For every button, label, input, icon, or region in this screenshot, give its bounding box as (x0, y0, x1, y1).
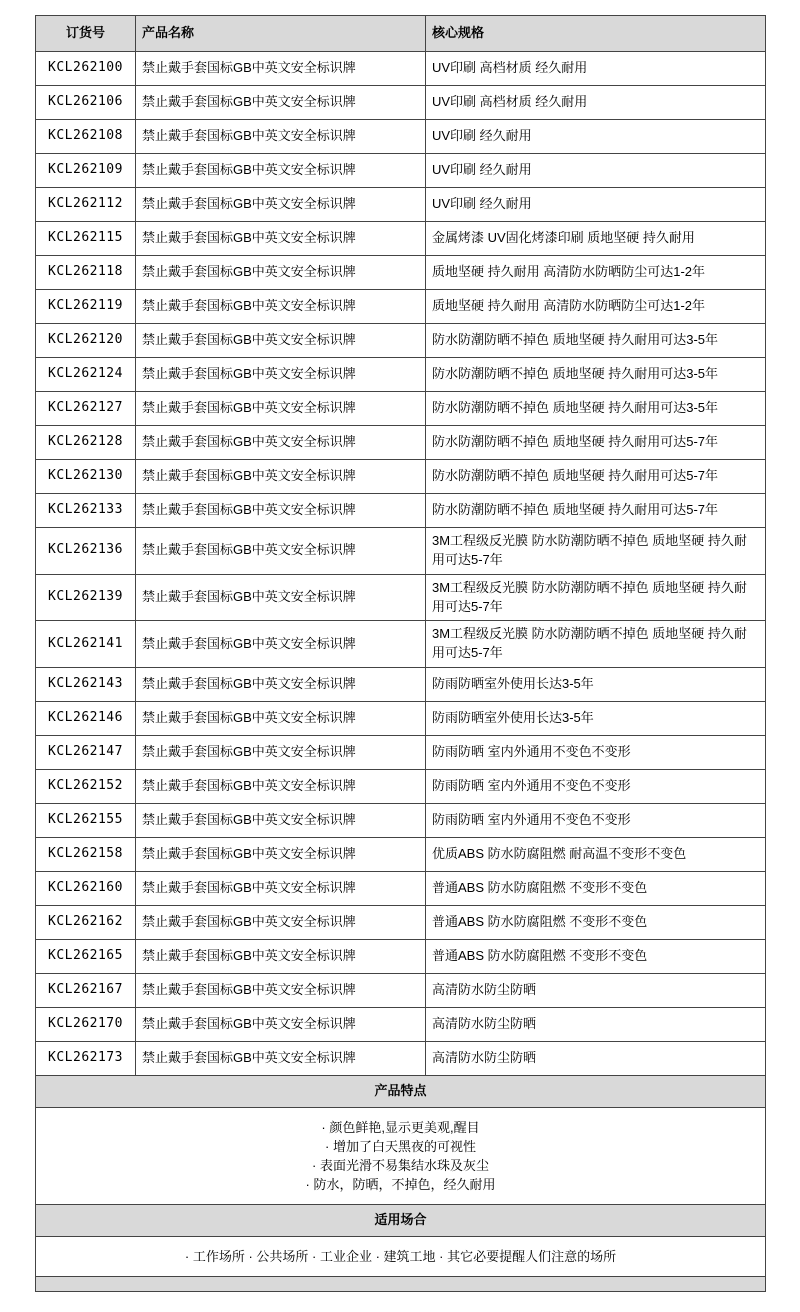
order-code-cell: KCL262109 (36, 154, 136, 188)
table-row (36, 154, 766, 188)
core-spec-cell: 防水防潮防晒不掉色 质地坚硬 持久耐用可达5-7年 (426, 426, 766, 460)
occasions-title-row (36, 1205, 766, 1237)
table-header-row (36, 16, 766, 52)
core-spec-cell: UV印刷 经久耐用 (426, 120, 766, 154)
product-table-body (36, 52, 766, 1076)
order-code-cell: KCL262152 (36, 770, 136, 804)
order-code-cell: KCL262146 (36, 702, 136, 736)
feature-line: · 增加了白天黑夜的可视性 (325, 1139, 476, 1155)
core-spec-cell: 防水防潮防晒不掉色 质地坚硬 持久耐用可达3-5年 (426, 324, 766, 358)
product-name-cell: 禁止戴手套国标GB中英文安全标识牌 (136, 574, 426, 621)
product-name-cell: 禁止戴手套国标GB中英文安全标识牌 (136, 120, 426, 154)
order-code-cell: KCL262143 (36, 668, 136, 702)
table-row (36, 52, 766, 86)
core-spec-cell: 防水防潮防晒不掉色 质地坚硬 持久耐用可达3-5年 (426, 392, 766, 426)
order-code-cell: KCL262100 (36, 52, 136, 86)
table-row (36, 256, 766, 290)
feature-line: · 颜色鲜艳,显示更美观,醒目 (321, 1120, 480, 1136)
core-spec-cell: 高清防水防尘防晒 (426, 974, 766, 1008)
product-name-cell: 禁止戴手套国标GB中英文安全标识牌 (136, 770, 426, 804)
product-name-cell: 禁止戴手套国标GB中英文安全标识牌 (136, 906, 426, 940)
occasions-body-row (36, 1237, 766, 1277)
header-core-spec: 核心规格 (426, 16, 766, 52)
table-row (36, 120, 766, 154)
occasions-section (36, 1205, 766, 1292)
product-name-cell: 禁止戴手套国标GB中英文安全标识牌 (136, 358, 426, 392)
order-code-cell: KCL262119 (36, 290, 136, 324)
order-code-cell: KCL262170 (36, 1008, 136, 1042)
core-spec-cell: UV印刷 高档材质 经久耐用 (426, 86, 766, 120)
product-name-cell: 禁止戴手套国标GB中英文安全标识牌 (136, 494, 426, 528)
features-body (36, 1108, 766, 1205)
product-name-cell: 禁止戴手套国标GB中英文安全标识牌 (136, 222, 426, 256)
core-spec-cell: 防雨防晒室外使用长达3-5年 (426, 668, 766, 702)
order-code-cell: KCL262173 (36, 1042, 136, 1076)
product-name-cell: 禁止戴手套国标GB中英文安全标识牌 (136, 256, 426, 290)
core-spec-cell: 防水防潮防晒不掉色 质地坚硬 持久耐用可达3-5年 (426, 358, 766, 392)
product-name-cell: 禁止戴手套国标GB中英文安全标识牌 (136, 1008, 426, 1042)
order-code-cell: KCL262108 (36, 120, 136, 154)
order-code-cell: KCL262130 (36, 460, 136, 494)
table-row (36, 188, 766, 222)
product-name-cell: 禁止戴手套国标GB中英文安全标识牌 (136, 668, 426, 702)
table-row (36, 290, 766, 324)
core-spec-cell: UV印刷 高档材质 经久耐用 (426, 52, 766, 86)
order-code-cell: KCL262141 (36, 621, 136, 668)
table-row (36, 86, 766, 120)
core-spec-cell: 防雨防晒 室内外通用不变色不变形 (426, 736, 766, 770)
order-code-cell: KCL262167 (36, 974, 136, 1008)
table-row (36, 804, 766, 838)
core-spec-cell: 防雨防晒 室内外通用不变色不变形 (426, 770, 766, 804)
order-code-cell: KCL262128 (36, 426, 136, 460)
features-body-row (36, 1108, 766, 1205)
order-code-cell: KCL262165 (36, 940, 136, 974)
order-code-cell: KCL262133 (36, 494, 136, 528)
table-row (36, 974, 766, 1008)
core-spec-cell: 质地坚硬 持久耐用 高清防水防晒防尘可达1-2年 (426, 290, 766, 324)
product-name-cell: 禁止戴手套国标GB中英文安全标识牌 (136, 804, 426, 838)
product-name-cell: 禁止戴手套国标GB中英文安全标识牌 (136, 940, 426, 974)
table-row (36, 1042, 766, 1076)
order-code-cell: KCL262139 (36, 574, 136, 621)
table-row (36, 494, 766, 528)
product-name-cell: 禁止戴手套国标GB中英文安全标识牌 (136, 702, 426, 736)
product-name-cell: 禁止戴手套国标GB中英文安全标识牌 (136, 460, 426, 494)
feature-line: · 表面光滑不易集结水珠及灰尘 (312, 1158, 489, 1174)
table-row (36, 392, 766, 426)
table-row (36, 770, 766, 804)
core-spec-cell: 普通ABS 防水防腐阻燃 不变形不变色 (426, 906, 766, 940)
product-name-cell: 禁止戴手套国标GB中英文安全标识牌 (136, 52, 426, 86)
table-row (36, 426, 766, 460)
order-code-cell: KCL262115 (36, 222, 136, 256)
core-spec-cell: 高清防水防尘防晒 (426, 1008, 766, 1042)
table-row (36, 621, 766, 668)
core-spec-cell: 金属烤漆 UV固化烤漆印刷 质地坚硬 持久耐用 (426, 222, 766, 256)
core-spec-cell: 普通ABS 防水防腐阻燃 不变形不变色 (426, 940, 766, 974)
product-name-cell: 禁止戴手套国标GB中英文安全标识牌 (136, 736, 426, 770)
header-product-name: 产品名称 (136, 16, 426, 52)
core-spec-cell: 防水防潮防晒不掉色 质地坚硬 持久耐用可达5-7年 (426, 494, 766, 528)
core-spec-cell: 优质ABS 防水防腐阻燃 耐高温不变形不变色 (426, 838, 766, 872)
product-name-cell: 禁止戴手套国标GB中英文安全标识牌 (136, 154, 426, 188)
core-spec-cell: 普通ABS 防水防腐阻燃 不变形不变色 (426, 872, 766, 906)
table-row (36, 358, 766, 392)
table-header (36, 16, 766, 52)
features-section (36, 1076, 766, 1205)
order-code-cell: KCL262112 (36, 188, 136, 222)
order-code-cell: KCL262136 (36, 528, 136, 575)
product-name-cell: 禁止戴手套国标GB中英文安全标识牌 (136, 188, 426, 222)
table-row (36, 222, 766, 256)
order-code-cell: KCL262106 (36, 86, 136, 120)
core-spec-cell: 质地坚硬 持久耐用 高清防水防晒防尘可达1-2年 (426, 256, 766, 290)
core-spec-cell: 防雨防晒室外使用长达3-5年 (426, 702, 766, 736)
order-code-cell: KCL262160 (36, 872, 136, 906)
product-name-cell: 禁止戴手套国标GB中英文安全标识牌 (136, 974, 426, 1008)
product-name-cell: 禁止戴手套国标GB中英文安全标识牌 (136, 528, 426, 575)
table-row (36, 460, 766, 494)
table-row (36, 906, 766, 940)
order-code-cell: KCL262127 (36, 392, 136, 426)
core-spec-cell: UV印刷 经久耐用 (426, 154, 766, 188)
table-footer-bar (36, 1277, 766, 1292)
features-title-row (36, 1076, 766, 1108)
feature-line: · 防水，防晒，不掉色，经久耐用 (305, 1177, 496, 1193)
product-name-cell: 禁止戴手套国标GB中英文安全标识牌 (136, 392, 426, 426)
table-row (36, 574, 766, 621)
features-title: 产品特点 (36, 1076, 766, 1108)
header-order-code: 订货号 (36, 16, 136, 52)
table-row (36, 324, 766, 358)
core-spec-cell: 3M工程级反光膜 防水防潮防晒不掉色 质地坚硬 持久耐用可达5-7年 (426, 528, 766, 575)
product-spec-table (35, 15, 766, 1292)
product-name-cell: 禁止戴手套国标GB中英文安全标识牌 (136, 290, 426, 324)
occasions-title: 适用场合 (36, 1205, 766, 1237)
core-spec-cell: UV印刷 经久耐用 (426, 188, 766, 222)
order-code-cell: KCL262124 (36, 358, 136, 392)
product-name-cell: 禁止戴手套国标GB中英文安全标识牌 (136, 86, 426, 120)
order-code-cell: KCL262158 (36, 838, 136, 872)
table-row (36, 940, 766, 974)
table-row (36, 1008, 766, 1042)
product-name-cell: 禁止戴手套国标GB中英文安全标识牌 (136, 872, 426, 906)
product-name-cell: 禁止戴手套国标GB中英文安全标识牌 (136, 1042, 426, 1076)
order-code-cell: KCL262120 (36, 324, 136, 358)
product-name-cell: 禁止戴手套国标GB中英文安全标识牌 (136, 426, 426, 460)
table-row (36, 702, 766, 736)
core-spec-cell: 3M工程级反光膜 防水防潮防晒不掉色 质地坚硬 持久耐用可达5-7年 (426, 574, 766, 621)
order-code-cell: KCL262147 (36, 736, 136, 770)
table-row (36, 838, 766, 872)
core-spec-cell: 3M工程级反光膜 防水防潮防晒不掉色 质地坚硬 持久耐用可达5-7年 (426, 621, 766, 668)
core-spec-cell: 防雨防晒 室内外通用不变色不变形 (426, 804, 766, 838)
order-code-cell: KCL262118 (36, 256, 136, 290)
order-code-cell: KCL262155 (36, 804, 136, 838)
table-row (36, 528, 766, 575)
occasions-text: · 工作场所 · 公共场所 · 工业企业 · 建筑工地 · 其它必要提醒人们注意的场所 (184, 1249, 617, 1265)
order-code-cell: KCL262162 (36, 906, 136, 940)
product-name-cell: 禁止戴手套国标GB中英文安全标识牌 (136, 838, 426, 872)
table-row (36, 668, 766, 702)
table-row (36, 872, 766, 906)
core-spec-cell: 高清防水防尘防晒 (426, 1042, 766, 1076)
core-spec-cell: 防水防潮防晒不掉色 质地坚硬 持久耐用可达5-7年 (426, 460, 766, 494)
table-footer-bar-row (36, 1277, 766, 1292)
product-name-cell: 禁止戴手套国标GB中英文安全标识牌 (136, 324, 426, 358)
product-name-cell: 禁止戴手套国标GB中英文安全标识牌 (136, 621, 426, 668)
table-row (36, 736, 766, 770)
